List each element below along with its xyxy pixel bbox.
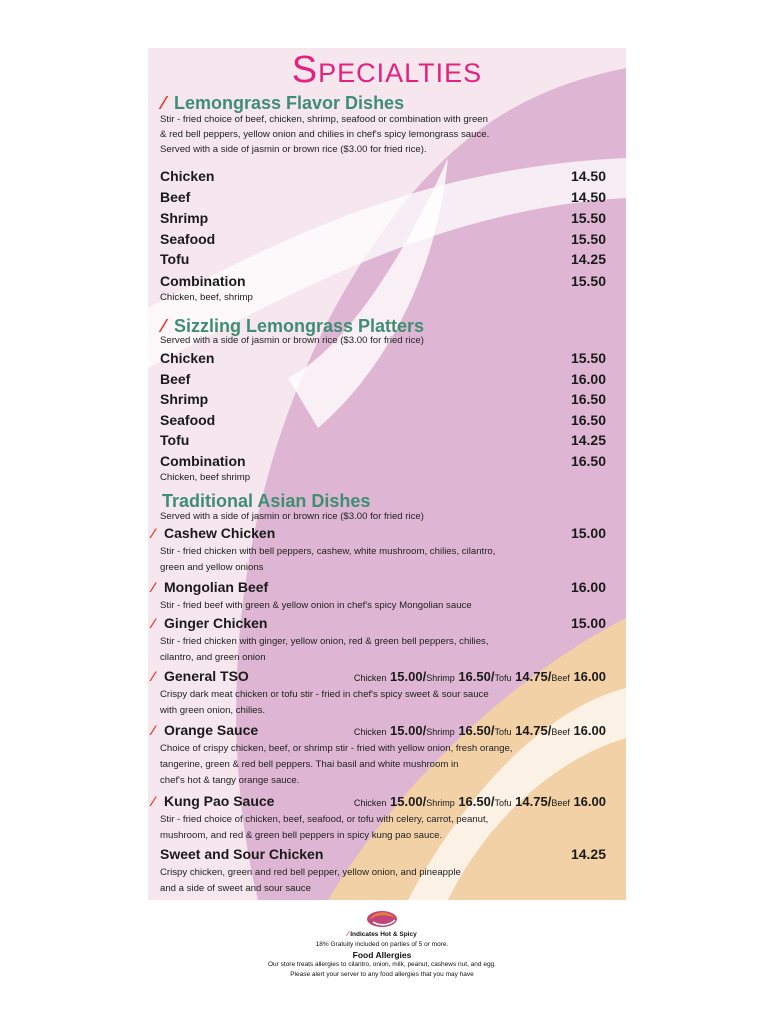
dish-desc-line: Crispy dark meat chicken or tofu stir - fried in chef's spicy sweet & sour sauce <box>160 689 489 700</box>
section-lemongrass-title <box>162 92 404 114</box>
item-price: 15.50 <box>570 210 606 226</box>
item-name: Seafood <box>160 412 216 428</box>
gratuity-note: 18% Gratuity included on parties of 5 or more. <box>315 941 449 948</box>
item-price: 14.50 <box>570 189 606 205</box>
allergy-note-1: Our store treats allergies to cilantro, onion, milk, peanut, cashews nut, and egg. <box>268 961 496 968</box>
dish-desc <box>160 741 512 789</box>
dish-desc <box>160 812 488 844</box>
dish-desc-line: Stir - fried chicken with ginger, yellow onion, red & green bell peppers, chilies, <box>160 636 489 647</box>
dish-price: 15.00 <box>570 615 606 631</box>
item-name: Combination <box>160 273 246 289</box>
dish-price-options: Chicken 15.00/Shrimp 16.50/Tofu 14.75/Beef 16.00 <box>353 669 606 684</box>
menu-item-row <box>160 189 606 209</box>
dish-desc-line: chef's hot & tangy orange sauce. <box>160 775 300 786</box>
option-price: 14.75 <box>515 723 548 738</box>
dish-desc-line: with green onion, chilies. <box>160 705 266 716</box>
dish-name <box>152 722 258 738</box>
dish-desc-line: cilantro, and green onion <box>160 652 266 663</box>
dish-name <box>152 793 274 809</box>
hot-legend <box>262 930 502 940</box>
dish-name-text: General TSO <box>164 668 249 684</box>
item-price: 15.50 <box>570 273 606 289</box>
section-lemongrass-label: Lemongrass Flavor Dishes <box>174 93 405 113</box>
menu-item-row <box>160 273 606 303</box>
chili-pepper-icon: ⁄ <box>152 525 155 541</box>
item-price: 16.00 <box>570 371 606 387</box>
dish-name <box>152 579 268 595</box>
item-name: Chicken <box>160 168 215 184</box>
item-name: Beef <box>160 371 191 387</box>
dish-desc-line: Choice of crispy chicken, beef, or shrimp stir - fried with yellow onion, fresh orange, <box>160 743 513 754</box>
dish-desc-line: and a side of sweet and sour sauce <box>160 883 311 894</box>
dish-name <box>152 668 249 684</box>
dish-name-text: Orange Sauce <box>164 722 259 738</box>
dish-desc <box>160 598 472 614</box>
dish-price: 14.25 <box>570 846 606 862</box>
item-price: 14.50 <box>570 168 606 184</box>
option-price: 16.50 <box>458 723 491 738</box>
dish-name-text: Ginger Chicken <box>164 615 268 631</box>
item-name: Combination <box>160 453 246 469</box>
dish-desc <box>160 865 461 897</box>
dish-desc-line: Stir - fried beef with green & yellow onion in chef's spicy Mongolian sauce <box>160 600 472 611</box>
item-name: Shrimp <box>160 210 209 226</box>
dish-desc-line: mushroom, and red & green bell peppers in spicy kung pao sauce. <box>160 830 443 841</box>
menu-item-row <box>160 453 606 483</box>
option-label: Shrimp <box>426 727 455 737</box>
menu-item-row <box>160 391 606 411</box>
dish-desc <box>160 544 495 576</box>
option-label: Beef <box>551 798 570 808</box>
chili-pepper-icon: ⁄ <box>152 722 155 738</box>
dish-desc-line: Crispy chicken, green and red bell pepper, yellow onion, and pineapple <box>160 867 461 878</box>
food-allergies-heading: Food Allergies <box>352 950 412 960</box>
menu-content <box>148 48 626 900</box>
menu-item-row <box>160 210 606 230</box>
option-price: 15.00 <box>390 794 423 809</box>
chili-pepper-icon: ⁄ <box>152 615 155 631</box>
chili-pepper-icon: ⁄ <box>162 316 166 336</box>
option-price: 15.00 <box>390 723 423 738</box>
chili-pepper-icon: ⁄ <box>152 793 155 809</box>
menu-item-row <box>160 412 606 432</box>
dish-desc-line: green and yellow onions <box>160 562 264 573</box>
option-label: Chicken <box>353 727 387 737</box>
menu-card <box>148 48 626 900</box>
item-price: 16.50 <box>570 453 606 469</box>
option-label: Shrimp <box>426 673 455 683</box>
option-label: Chicken <box>353 798 387 808</box>
item-price: 15.50 <box>570 350 606 366</box>
option-label: Tofu <box>494 673 512 683</box>
dish-name-text: Cashew Chicken <box>164 525 276 541</box>
allergy-note-2: Please alert your server to any food allergies that you may have <box>290 971 474 978</box>
option-label: Shrimp <box>426 798 455 808</box>
section-lemongrass-desc-1: Stir - fried choice of beef, chicken, shrimp, seafood or combination with green <box>160 114 488 125</box>
dish-desc-line: Stir - fried chicken with bell peppers, cashew, white mushroom, chilies, cilantro, <box>160 546 496 557</box>
option-label: Beef <box>551 673 570 683</box>
section-traditional-title: Traditional Asian Dishes <box>162 491 371 511</box>
option-label: Chicken <box>353 673 387 683</box>
menu-item-row <box>160 350 606 370</box>
item-price: 14.25 <box>570 251 606 267</box>
item-name: Seafood <box>160 231 216 247</box>
item-price: 14.25 <box>570 432 606 448</box>
item-name: Tofu <box>160 251 190 267</box>
dish-price: 16.00 <box>570 579 606 595</box>
dish-name <box>152 615 267 631</box>
restaurant-logo <box>365 908 399 930</box>
item-name: Beef <box>160 189 191 205</box>
dish-name-text: Kung Pao Sauce <box>164 793 275 809</box>
option-price: 16.50 <box>458 794 491 809</box>
dish-name-text: Mongolian Beef <box>164 579 269 595</box>
option-label: Tofu <box>494 798 512 808</box>
chili-pepper-icon: ⁄ <box>347 931 349 938</box>
section-lemongrass-desc-3: Served with a side of jasmin or brown rice ($3.00 for fried rice). <box>160 144 427 155</box>
hot-legend-text: Indicates Hot & Spicy <box>350 931 417 938</box>
section-sizzling-desc: Served with a side of jasmin or brown rice ($3.00 for fried rice) <box>160 335 424 346</box>
dish-price-options: Chicken 15.00/Shrimp 16.50/Tofu 14.75/Beef 16.00 <box>353 723 606 738</box>
item-subtext: Chicken, beef, shrimp <box>160 292 253 303</box>
dish-desc <box>160 687 489 719</box>
option-price: 14.75 <box>515 794 548 809</box>
dish-desc-line: Stir - fried choice of chicken, beef, seafood, or tofu with celery, carrot, peanut, <box>160 814 489 825</box>
item-name: Shrimp <box>160 391 209 407</box>
option-price: 16.00 <box>573 723 606 738</box>
section-lemongrass-desc-2: & red bell peppers, yellow onion and chilies in chef's spicy lemongrass sauce. <box>160 129 490 140</box>
dish-desc-line: tangerine, green & red bell peppers. Thai basil and white mushroom in <box>160 759 459 770</box>
menu-item-row <box>160 168 606 188</box>
menu-item-row <box>160 371 606 391</box>
section-sizzling-label: Sizzling Lemongrass Platters <box>174 316 425 336</box>
item-name: Chicken <box>160 350 215 366</box>
section-traditional-desc: Served with a side of jasmin or brown rice ($3.00 for fried rice) <box>160 511 424 522</box>
option-price: 15.00 <box>390 669 423 684</box>
item-price: 15.50 <box>570 231 606 247</box>
dish-desc <box>160 634 489 666</box>
option-label: Beef <box>551 727 570 737</box>
menu-item-row <box>160 231 606 251</box>
item-name: Tofu <box>160 432 190 448</box>
menu-item-row <box>160 251 606 271</box>
menu-footer <box>262 908 502 990</box>
option-price: 14.75 <box>515 669 548 684</box>
option-price: 16.50 <box>458 669 491 684</box>
page-title: Specialties <box>291 49 483 91</box>
chili-pepper-icon: ⁄ <box>152 579 155 595</box>
dish-price-options: Chicken 15.00/Shrimp 16.50/Tofu 14.75/Beef 16.00 <box>353 794 606 809</box>
item-price: 16.50 <box>570 412 606 428</box>
chili-pepper-icon: ⁄ <box>162 93 166 113</box>
dish-price: 15.00 <box>570 525 606 541</box>
dish-name <box>152 525 275 541</box>
item-subtext: Chicken, beef shrimp <box>160 472 251 483</box>
dish-name: Sweet and Sour Chicken <box>160 846 324 862</box>
chili-pepper-icon: ⁄ <box>152 668 155 684</box>
item-price: 16.50 <box>570 391 606 407</box>
option-price: 16.00 <box>573 794 606 809</box>
menu-item-row <box>160 432 606 452</box>
option-label: Tofu <box>494 727 512 737</box>
option-price: 16.00 <box>573 669 606 684</box>
